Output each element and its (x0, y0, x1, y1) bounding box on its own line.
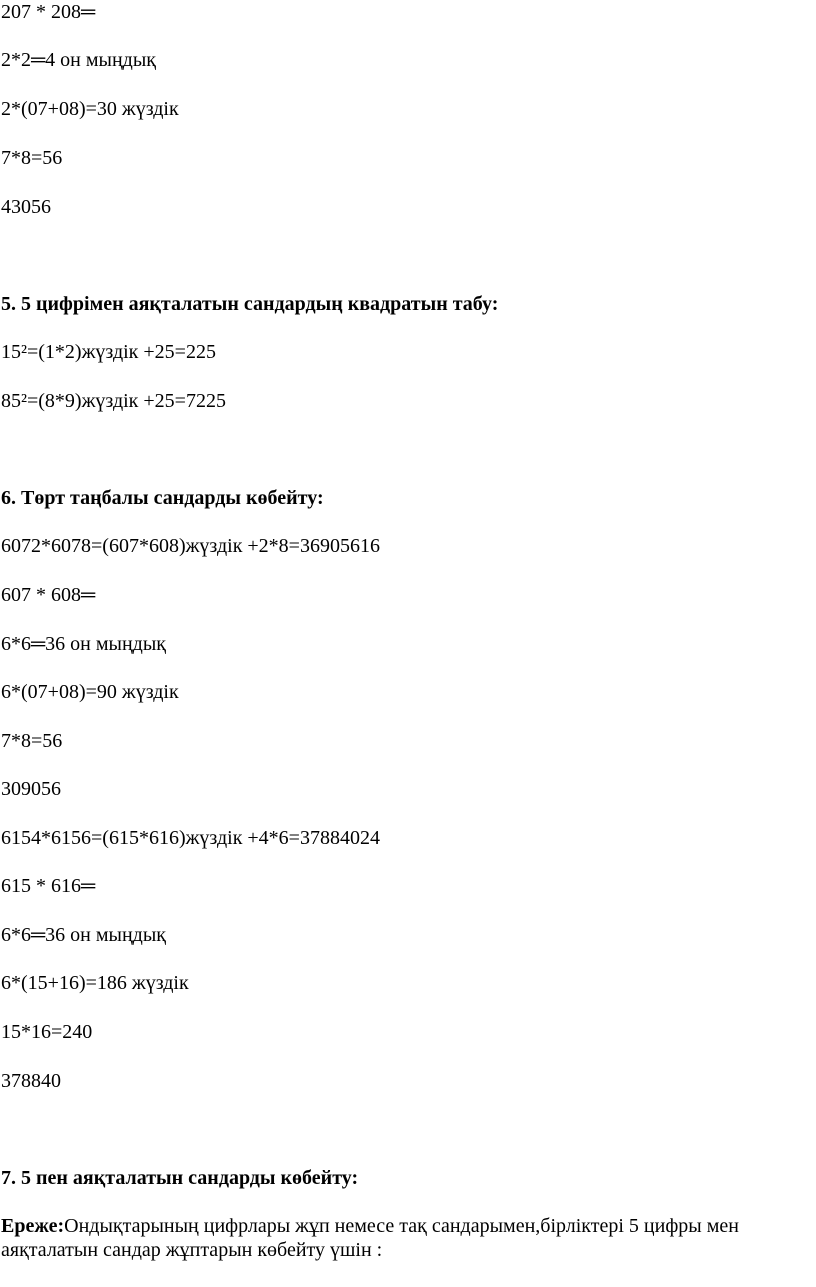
text-line: 6*(07+08)=90 жүздік (1, 681, 179, 703)
section-7-heading: 7. 5 пен аяқталатын сандарды көбейту: (1, 1167, 359, 1189)
text-line: 2*(07+08)=30 жүздік (1, 98, 179, 120)
text-line: 615 * 616═ (1, 875, 96, 897)
text-line: 15²=(1*2)жүздік +25=225 (1, 341, 216, 363)
section-6-heading: 6. Төрт таңбалы сандарды көбейту: (1, 487, 324, 509)
text-line: 2*2═4 он мыңдық (1, 49, 156, 71)
text-line: 85²=(8*9)жүздік +25=7225 (1, 390, 226, 412)
text-line: 43056 (1, 196, 51, 218)
rule-text: Ондықтарының цифрлары жұп немесе тақ сандарымен,бірліктері 5 цифры мен аяқталатын сандар жұптарын көбейту үшін : (1, 1215, 739, 1261)
text-line: 6072*6078=(607*608)жүздік +2*8=36905616 (1, 535, 380, 557)
rule-paragraph (1, 1214, 801, 1262)
rule-label: Ереже: (1, 1215, 65, 1237)
text-line: 207 * 208═ (1, 1, 96, 23)
text-line: 378840 (1, 1070, 61, 1092)
text-line: 6*(15+16)=186 жүздік (1, 972, 189, 994)
text-line: 6154*6156=(615*616)жүздік +4*6=37884024 (1, 827, 380, 849)
text-line: 15*16=240 (1, 1021, 93, 1043)
section-5-heading: 5. 5 цифрімен аяқталатын сандардың квадратын табу: (1, 293, 499, 315)
text-line: 309056 (1, 778, 61, 800)
text-line: 7*8=56 (1, 147, 63, 169)
text-line: 607 * 608═ (1, 584, 96, 606)
text-line: 7*8=56 (1, 730, 63, 752)
text-line: 6*6═36 он мыңдық (1, 633, 166, 655)
text-line: 6*6═36 он мыңдық (1, 924, 166, 946)
